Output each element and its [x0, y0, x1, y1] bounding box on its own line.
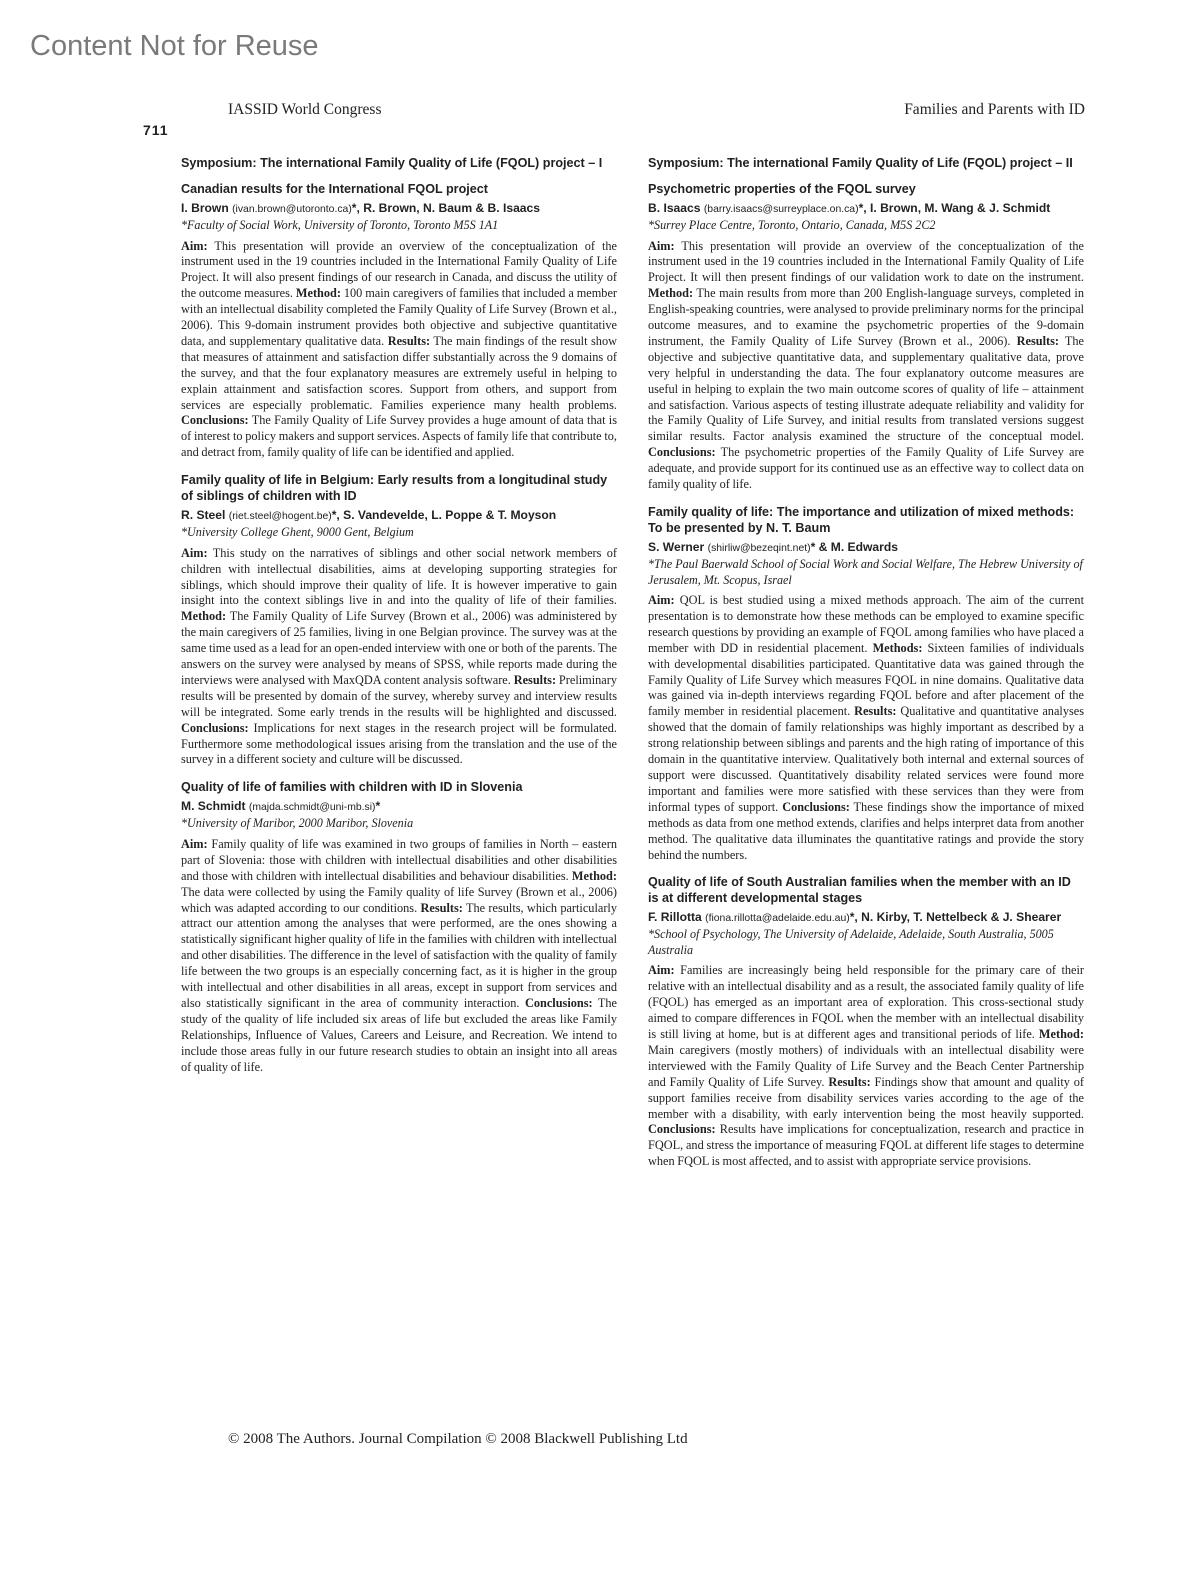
author-email: (barry.isaacs@surreyplace.on.ca) — [703, 204, 859, 215]
abstract-body — [181, 837, 617, 1076]
text-method: 100 main caregivers of families that included a member with an intellectual disability completed the Family Quality of Life Survey (Brown et al., 2006). This 9-domain instrument provides both objective and subjective quantitative data, and supplementary qualitative data. — [181, 286, 617, 348]
text-conclusions: These findings show the importance of mixed methods as data from one method extends, clarifies and helps interpret data from another method. The qualitative data illuminates the quantitative ratings and provide the story behind the numbers. — [648, 799, 1084, 862]
affiliation: *Surrey Place Centre, Toronto, Ontario, Canada, M5S 2C2 — [648, 218, 936, 232]
label-results: Results: — [854, 704, 897, 719]
text-method: Main caregivers (mostly mothers) of individuals with an intellectual disability were interviewed with the Family Quality of Life Survey and the Beach Center Partnership and Family Quality of Life Survey. — [648, 1042, 1084, 1089]
text-method: The data were collected by using the Family quality of life Survey (Brown et al., 2006) which was adapted according to our conditions. — [181, 884, 617, 915]
abstract-article — [648, 181, 1084, 493]
affiliation: *University College Ghent, 9000 Gent, Belgium — [181, 525, 414, 540]
label-conclusions: Conclusions: — [782, 799, 850, 814]
label-results: Results: — [513, 672, 557, 687]
label-aim: Aim: — [648, 238, 675, 253]
lead-author: R. Steel — [181, 508, 226, 523]
symposium-heading: Symposium: The international Family Quality of Life (FQOL) project – II — [648, 156, 1073, 170]
author-line — [181, 200, 617, 218]
abstract-body — [648, 593, 1084, 863]
text-aim: This study on the narratives of siblings and other social network members of children with intellectual disabilities, aims at developing supporting strategies for siblings, which should improve their quality of life. It is however imperative to gain insight into the context siblings live in and into the quality of life of their families. — [181, 545, 617, 608]
text-conclusions: The study of the quality of life included six areas of life but excluded the areas like Family Relationships, Influence of Values, Careers and Leisure, and Recreation. We intend to include those areas fully in our future research studies to obtain an insight into all areas of quality of life. — [181, 995, 617, 1074]
label-conclusions: Conclusions: — [524, 995, 593, 1010]
running-header-right: Families and Parents with ID — [904, 101, 1085, 118]
co-authors: *, R. Brown, N. Baum & B. Isaacs — [351, 201, 540, 215]
watermark: Content Not for Reuse — [30, 30, 319, 62]
text-aim: QOL is best studied using a mixed methods approach. The aim of the current presentation is to demonstrate how these methods can be employed to examine specific research questions by providing an example of FQOL among families who have placed a member with DD in residential placement. — [648, 593, 1084, 655]
abstract-body — [648, 239, 1084, 494]
right-column — [648, 155, 1084, 1181]
text-results: The objective and subjective quantitative data, and supplementary qualitative data, prove very helpful in understanding the data. The four explanatory outcome measures are useful in helping to explain the two main outcome scores of quality of life – attainment and satisfaction. Various aspects of testing illustrate adequate reliability and validity for the Family Quality of Life Survey, and initial results from translated versions suggest similar results. Factor analysis examined the structure of the conceptual model. — [648, 333, 1084, 444]
abstract-article — [648, 504, 1084, 863]
text-results: The results, which particularly attract our attention among the analyses that were performed, are the ones showing a statistically significant higher quality of life in the families with children with intellectual and other disabilities. The difference in the level of satisfaction with the quality of family life between the two groups is an especially concerning fact, as it is higher in the group with intellectual and other disabilities in all areas, except in support from services and also statistically significant in the area of community interaction. — [181, 900, 617, 1010]
affiliation: *Faculty of Social Work, University of Toronto, Toronto M5S 1A1 — [181, 218, 499, 232]
affiliation: *University of Maribor, 2000 Maribor, Slovenia — [181, 816, 414, 831]
label-method: Method: — [648, 286, 694, 301]
label-conclusions: Conclusions: — [648, 1122, 716, 1137]
label-aim: Aim: — [648, 593, 675, 607]
abstract-article — [648, 874, 1084, 1170]
author-line — [648, 200, 1084, 218]
affiliation: *The Paul Baerwald School of Social Work and Social Welfare, The Hebrew University of Jerusalem, Mt. Scopus, Israel — [648, 557, 1083, 587]
abstract-article — [181, 779, 617, 1075]
author-line — [181, 798, 617, 816]
text-aim: Family quality of life was examined in two groups of families in North – eastern part of Slovenia: those with children with intellectual disabilities and other disabilities and those with children with intellectual disabilities and behaviour disabilities. — [181, 836, 617, 883]
article-title: Family quality of life in Belgium: Early results from a longitudinal study of siblings of children with ID — [181, 473, 608, 504]
article-title: Quality of life of South Australian families when the member with an ID is at different developmental stages — [648, 875, 1071, 906]
text-conclusions: Results have implications for conceptualization, research and practice in FQOL, and stress the importance of measuring FQOL at different life stages to determine when FQOL is most affected, and to assist with appropriate service provisions. — [648, 1122, 1084, 1169]
text-conclusions: Implications for next stages in the research project will be formulated. Furthermore some methodological issues arising from the translation and the use of the survey in a different society and culture will be discussed. — [181, 720, 617, 767]
text-conclusions: The Family Quality of Life Survey provides a huge amount of data that is of interest to policy makers and support services. Aspects of family life that contribute to, and detract from, family quality of life can be identified and applied. — [181, 413, 617, 460]
article-title: Family quality of life: The importance and utilization of mixed methods: To be presented by N. T. Baum — [648, 505, 1075, 535]
article-title: Quality of life of families with children with ID in Slovenia — [181, 780, 523, 795]
article-title: Canadian results for the International FQOL project — [181, 182, 488, 196]
author-line — [181, 507, 617, 525]
lead-author: S. Werner — [648, 540, 705, 554]
author-line — [648, 909, 1084, 927]
text-aim: This presentation will provide an overview of the conceptualization of the instrument used in the 19 countries included in the International Family Quality of Life Project. It will also present findings of our research in Canada, and discuss the utility of the outcome measures. — [181, 238, 617, 301]
label-method: Method: — [571, 868, 617, 883]
abstract-body — [648, 963, 1084, 1170]
author-line — [648, 539, 1084, 557]
label-results: Results: — [420, 900, 463, 915]
label-method: Methods: — [872, 640, 923, 655]
label-method: Method: — [295, 286, 341, 301]
label-results: Results: — [1016, 333, 1059, 348]
text-results: Findings show that amount and quality of support families receive from disability services varies according to the age of the member with a disability, with early intervention being the most heavily supported. — [648, 1074, 1084, 1121]
article-title: Psychometric properties of the FQOL survey — [648, 182, 916, 196]
label-aim: Aim: — [181, 545, 208, 560]
abstract-article — [181, 181, 617, 461]
author-email: (fiona.rillotta@adelaide.edu.au) — [705, 913, 850, 925]
author-email: (riet.steel@hogent.be) — [228, 511, 332, 523]
left-column — [181, 155, 617, 1086]
text-method: The Family Quality of Life Survey (Brown et al., 2006) was administered by the main caregivers of 25 families, living in one Belgian province. The survey was at the same time used as a lead for an open-ended interview with one or both of the parents. The answers on the survey were analysed by means of SPSS, while reports made during the interviews were analysed with MaxQDA content analysis software. — [181, 609, 617, 687]
text-results: Qualitative and quantitative analyses showed that the domain of family relationships was highly important as described by a strong relationship between siblings and parents and the high rating of importance of this domain in the quantitative interview. Qualitatively both internal and external sources of support were discussed. Quantitatively disability related services were found more important and families were more satisfied with these services than they were from informal types of support. — [648, 704, 1084, 814]
text-aim: Families are increasingly being held responsible for the primary care of their relative with an intellectual disability and as a result, the associated family quality of life (FQOL) has emerged as an important area of exploration. This cross-sectional study aimed to compare differences in FQOL when the member with an intellectual disability is still living at home, but is at different ages and transitional periods of life. — [648, 963, 1084, 1042]
affiliation: *School of Psychology, The University of Adelaide, Adelaide, South Australia, 5005 Australia — [648, 927, 1054, 957]
page-number: 711 — [143, 122, 169, 138]
co-authors: *, N. Kirby, T. Nettelbeck & J. Shearer — [849, 910, 1062, 925]
label-aim: Aim: — [181, 836, 208, 851]
co-authors: *, S. Vandevelde, L. Poppe & T. Moyson — [331, 508, 557, 523]
label-conclusions: Conclusions: — [181, 413, 249, 428]
text-method: Sixteen families of individuals with developmental disabilities participated. Quantitative data was gained through the Family Quality of Life Survey which measures FQOL in nine domains. Qualitative data was gained via in-depth interviews regarding FQOL before and after placement of the family member in residential placement. — [648, 640, 1084, 719]
running-header-left: IASSID World Congress — [228, 101, 382, 118]
label-method: Method: — [1038, 1027, 1084, 1042]
label-aim: Aim: — [648, 963, 675, 978]
text-aim: This presentation will provide an overview of the conceptualization of the instrument used in the 19 countries included in the International Family Quality of Life Project. It will then present findings of our validation work to date on the instrument. — [648, 238, 1084, 285]
lead-author: I. Brown — [181, 201, 229, 215]
abstract-body — [181, 239, 617, 462]
label-aim: Aim: — [181, 238, 208, 253]
author-email: (shirliw@bezeqint.net) — [707, 543, 811, 554]
author-email: (ivan.brown@utoronto.ca) — [232, 204, 352, 215]
co-authors: * & M. Edwards — [810, 540, 898, 554]
symposium-heading: Symposium: The international Family Quality of Life (FQOL) project – I — [181, 156, 603, 170]
label-results: Results: — [828, 1074, 871, 1089]
label-results: Results: — [387, 333, 431, 348]
abstract-body — [181, 546, 617, 769]
label-conclusions: Conclusions: — [648, 445, 716, 460]
author-email: (majda.schmidt@uni-mb.si) — [248, 802, 376, 814]
co-authors: *, I. Brown, M. Wang & J. Schmidt — [858, 201, 1051, 215]
lead-author: F. Rillotta — [648, 910, 702, 925]
label-method: Method: — [181, 609, 227, 624]
text-conclusions: The psychometric properties of the Family Quality of Life Survey are adequate, and provide support for its continued use as an effective way to collect data on family quality of life. — [648, 445, 1084, 492]
text-method: The main results from more than 200 English-language surveys, completed in English-speaking countries, were analysed to provide preliminary norms for the principal outcome measures, and to examine the psychometric properties of the 9-domain instrument, the Family Quality of Life Survey (Brown et al., 2006). — [648, 286, 1084, 348]
abstract-article — [181, 472, 617, 768]
co-authors: * — [375, 799, 381, 814]
text-results: The main findings of the result show that measures of attainment and satisfaction differ substantially across the 9 domains of the survey, and that the four explanatory measures are extremely useful in helping to explain attainment and satisfaction scores. Support from others, and support from services are especially problematic. Families experience many health problems. — [181, 333, 617, 412]
text-results: Preliminary results will be presented by domain of the survey, whereby survey and interview results will be integrated. Some early trends in the results will be highlighted and discussed. — [181, 672, 617, 719]
copyright-footer: © 2008 The Authors. Journal Compilation © 2008 Blackwell Publishing Ltd — [228, 1431, 688, 1447]
lead-author: M. Schmidt — [181, 799, 246, 814]
lead-author: B. Isaacs — [648, 201, 701, 215]
label-conclusions: Conclusions: — [181, 720, 249, 735]
